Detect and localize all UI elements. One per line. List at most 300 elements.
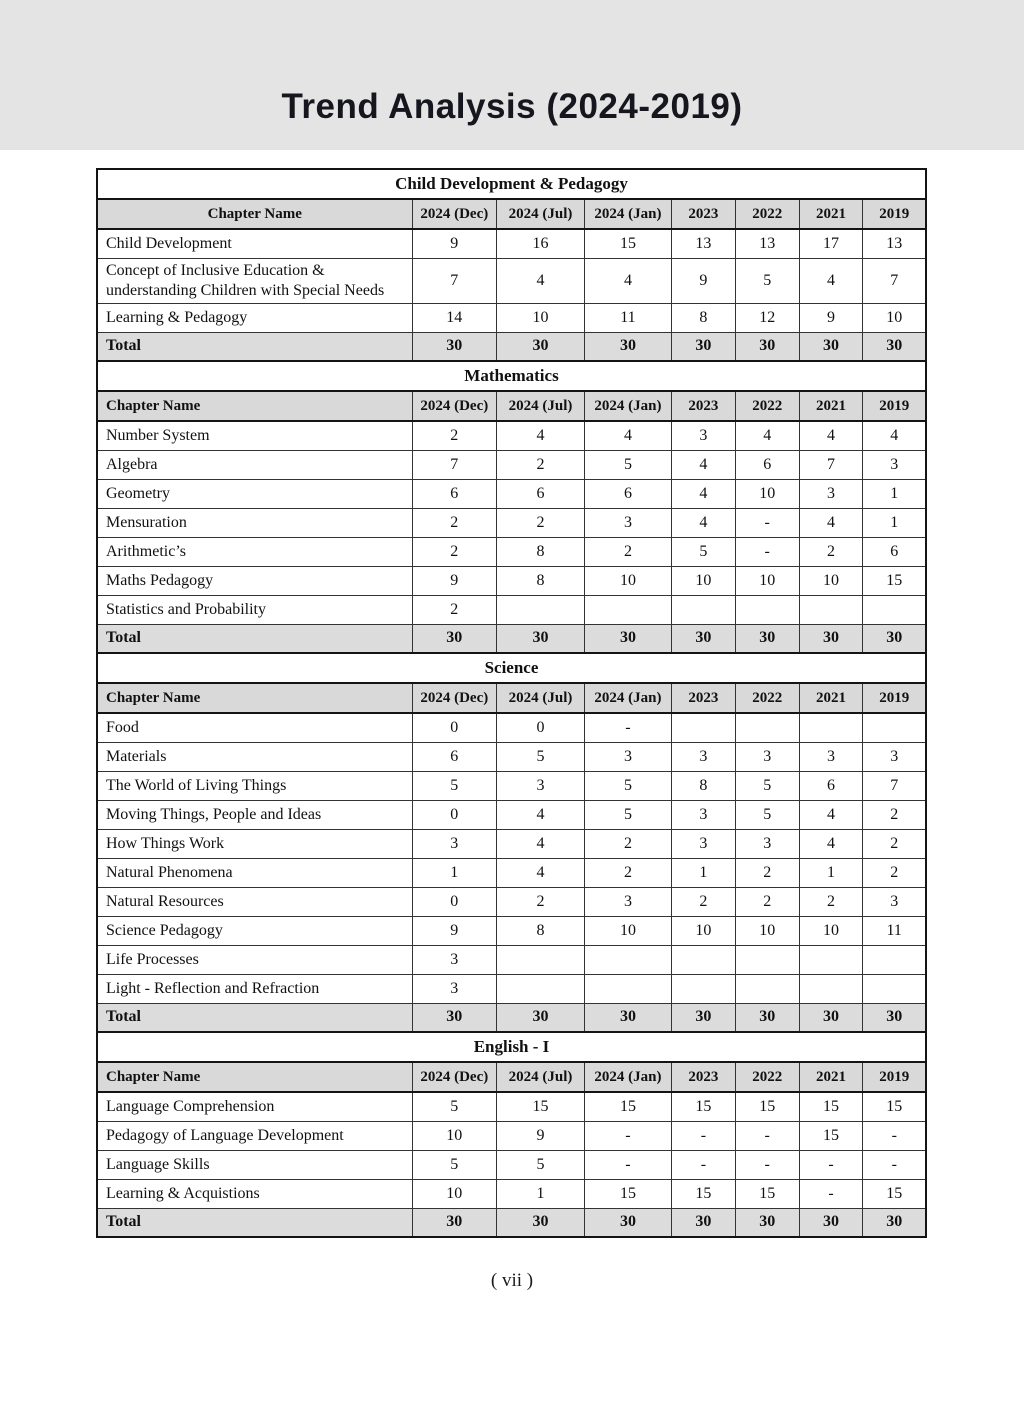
chapter-value: 6 — [412, 479, 497, 508]
chapter-value — [863, 595, 926, 624]
title-band — [0, 0, 1024, 150]
chapter-row — [97, 887, 926, 916]
chapter-value: 2 — [584, 829, 671, 858]
chapter-value: 9 — [412, 916, 497, 945]
chapter-name: Language Skills — [97, 1150, 412, 1179]
chapter-name: Learning & Acquistions — [97, 1179, 412, 1208]
chapter-value — [671, 945, 735, 974]
chapter-value: 1 — [799, 858, 863, 887]
chapter-name: Natural Resources — [97, 887, 412, 916]
chapter-value: 1 — [412, 858, 497, 887]
chapter-value: 6 — [412, 742, 497, 771]
chapter-value: 5 — [584, 800, 671, 829]
column-header: 2019 — [863, 199, 926, 229]
chapter-value: 2 — [735, 858, 799, 887]
chapter-row — [97, 229, 926, 258]
chapter-value: 4 — [799, 258, 863, 303]
column-header: Chapter Name — [97, 391, 412, 421]
chapter-value: 7 — [412, 450, 497, 479]
chapter-name: Language Comprehension — [97, 1092, 412, 1121]
chapter-value: 3 — [735, 829, 799, 858]
trend-table — [96, 168, 927, 1238]
chapter-value: - — [799, 1150, 863, 1179]
chapter-value — [863, 945, 926, 974]
chapter-value — [497, 974, 585, 1003]
chapter-value: 9 — [497, 1121, 585, 1150]
chapter-value: 15 — [671, 1092, 735, 1121]
chapter-value: 2 — [863, 800, 926, 829]
chapter-value: 7 — [799, 450, 863, 479]
section-title: Child Development & Pedagogy — [97, 169, 926, 199]
chapter-value: 8 — [497, 537, 585, 566]
chapter-value: 8 — [671, 771, 735, 800]
chapter-value: 15 — [863, 566, 926, 595]
trend-table-body — [97, 169, 926, 1237]
column-header: 2021 — [799, 683, 863, 713]
chapter-value: 3 — [584, 742, 671, 771]
chapter-value: 4 — [584, 258, 671, 303]
chapter-value: 15 — [863, 1092, 926, 1121]
chapter-name: Natural Phenomena — [97, 858, 412, 887]
chapter-row — [97, 742, 926, 771]
chapter-name: Food — [97, 713, 412, 742]
chapter-value: 1 — [497, 1179, 585, 1208]
chapter-value: 1 — [863, 508, 926, 537]
column-header: 2023 — [671, 199, 735, 229]
column-header: 2019 — [863, 1062, 926, 1092]
chapter-value: 17 — [799, 229, 863, 258]
chapter-value: - — [735, 508, 799, 537]
chapter-value: 3 — [671, 742, 735, 771]
chapter-value: 4 — [799, 829, 863, 858]
total-value: 30 — [735, 1208, 799, 1237]
chapter-value: 10 — [412, 1179, 497, 1208]
chapter-name: Materials — [97, 742, 412, 771]
column-header: Chapter Name — [97, 683, 412, 713]
chapter-value: 9 — [671, 258, 735, 303]
chapter-row — [97, 713, 926, 742]
chapter-value: 4 — [799, 421, 863, 450]
chapter-name: Moving Things, People and Ideas — [97, 800, 412, 829]
chapter-value: 2 — [412, 421, 497, 450]
chapter-row — [97, 421, 926, 450]
total-value: 30 — [497, 332, 585, 361]
section-row — [97, 361, 926, 391]
chapter-value: 8 — [497, 566, 585, 595]
chapter-value: 0 — [412, 713, 497, 742]
chapter-value: 15 — [863, 1179, 926, 1208]
chapter-value — [497, 595, 585, 624]
chapter-value: 10 — [799, 916, 863, 945]
chapter-value: 4 — [799, 508, 863, 537]
chapter-value: 2 — [497, 450, 585, 479]
chapter-name: Number System — [97, 421, 412, 450]
chapter-value: 15 — [735, 1179, 799, 1208]
chapter-value: 16 — [497, 229, 585, 258]
chapter-value: - — [584, 1121, 671, 1150]
chapter-value: 11 — [863, 916, 926, 945]
chapter-value: 2 — [799, 887, 863, 916]
chapter-name: Mensuration — [97, 508, 412, 537]
chapter-row — [97, 1150, 926, 1179]
chapter-value: 15 — [584, 1092, 671, 1121]
chapter-value: 3 — [735, 742, 799, 771]
chapter-value — [584, 945, 671, 974]
chapter-value: - — [799, 1179, 863, 1208]
chapter-value: 1 — [671, 858, 735, 887]
chapter-value: 5 — [671, 537, 735, 566]
chapter-value: 2 — [412, 537, 497, 566]
total-row — [97, 624, 926, 653]
chapter-value: 3 — [863, 887, 926, 916]
chapter-value: 7 — [412, 258, 497, 303]
column-header: 2022 — [735, 683, 799, 713]
chapter-value: 3 — [412, 945, 497, 974]
total-value: 30 — [799, 624, 863, 653]
column-header: 2024 (Jan) — [584, 199, 671, 229]
chapter-value — [735, 595, 799, 624]
chapter-value: 5 — [735, 800, 799, 829]
chapter-row — [97, 974, 926, 1003]
chapter-value — [584, 974, 671, 1003]
total-value: 30 — [671, 1208, 735, 1237]
chapter-value: 5 — [735, 771, 799, 800]
section-title: Mathematics — [97, 361, 926, 391]
total-value: 30 — [799, 1208, 863, 1237]
total-value: 30 — [863, 1208, 926, 1237]
chapter-value: 10 — [735, 916, 799, 945]
chapter-row — [97, 303, 926, 332]
total-value: 30 — [412, 332, 497, 361]
total-value: 30 — [584, 1003, 671, 1032]
column-header: 2019 — [863, 391, 926, 421]
column-header: 2024 (Dec) — [412, 683, 497, 713]
column-header: 2022 — [735, 1062, 799, 1092]
chapter-value: 15 — [671, 1179, 735, 1208]
chapter-name: Learning & Pedagogy — [97, 303, 412, 332]
chapter-value: 3 — [799, 742, 863, 771]
total-value: 30 — [584, 1208, 671, 1237]
chapter-value: - — [735, 537, 799, 566]
chapter-value: 5 — [584, 450, 671, 479]
column-header: 2024 (Dec) — [412, 391, 497, 421]
column-header-row — [97, 199, 926, 229]
chapter-row — [97, 1179, 926, 1208]
chapter-value: 7 — [863, 258, 926, 303]
chapter-row — [97, 258, 926, 303]
chapter-value: 13 — [863, 229, 926, 258]
total-value: 30 — [735, 1003, 799, 1032]
chapter-value: 4 — [671, 450, 735, 479]
total-label: Total — [97, 624, 412, 653]
chapter-value — [671, 974, 735, 1003]
chapter-value: 2 — [412, 595, 497, 624]
chapter-value: 6 — [584, 479, 671, 508]
chapter-value: 15 — [735, 1092, 799, 1121]
chapter-value: 1 — [863, 479, 926, 508]
chapter-row — [97, 1092, 926, 1121]
chapter-value: 5 — [497, 742, 585, 771]
total-value: 30 — [735, 332, 799, 361]
chapter-value: 6 — [497, 479, 585, 508]
column-header: 2024 (Jul) — [497, 683, 585, 713]
chapter-value: 10 — [735, 566, 799, 595]
chapter-row — [97, 508, 926, 537]
chapter-name: Child Development — [97, 229, 412, 258]
chapter-value: 2 — [863, 858, 926, 887]
chapter-value: 13 — [735, 229, 799, 258]
chapter-value: - — [671, 1121, 735, 1150]
chapter-value — [735, 945, 799, 974]
chapter-value: 2 — [799, 537, 863, 566]
chapter-value: 4 — [671, 479, 735, 508]
chapter-value: - — [671, 1150, 735, 1179]
chapter-value: 10 — [735, 479, 799, 508]
chapter-value: 2 — [497, 508, 585, 537]
column-header: 2024 (Jan) — [584, 391, 671, 421]
chapter-value: 6 — [799, 771, 863, 800]
chapter-value: 14 — [412, 303, 497, 332]
chapter-value: 10 — [863, 303, 926, 332]
total-value: 30 — [412, 1208, 497, 1237]
section-row — [97, 169, 926, 199]
chapter-value: 10 — [497, 303, 585, 332]
chapter-value: 4 — [584, 421, 671, 450]
total-value: 30 — [863, 332, 926, 361]
column-header: 2024 (Dec) — [412, 1062, 497, 1092]
chapter-row — [97, 595, 926, 624]
total-value: 30 — [412, 1003, 497, 1032]
section-row — [97, 653, 926, 683]
chapter-value: 4 — [735, 421, 799, 450]
column-header: 2019 — [863, 683, 926, 713]
chapter-value: 15 — [497, 1092, 585, 1121]
chapter-value: 2 — [863, 829, 926, 858]
total-row — [97, 1003, 926, 1032]
total-value: 30 — [671, 1003, 735, 1032]
chapter-value — [671, 713, 735, 742]
total-value: 30 — [799, 332, 863, 361]
total-value: 30 — [412, 624, 497, 653]
chapter-name: Maths Pedagogy — [97, 566, 412, 595]
chapter-value: 5 — [497, 1150, 585, 1179]
chapter-value: 10 — [584, 916, 671, 945]
chapter-value — [863, 713, 926, 742]
chapter-value: 3 — [863, 742, 926, 771]
chapter-value: - — [584, 713, 671, 742]
chapter-value: 3 — [799, 479, 863, 508]
chapter-value: 15 — [799, 1121, 863, 1150]
total-value: 30 — [863, 624, 926, 653]
chapter-value: 4 — [497, 258, 585, 303]
chapter-row — [97, 945, 926, 974]
chapter-value: - — [584, 1150, 671, 1179]
chapter-name: Arithmetic’s — [97, 537, 412, 566]
column-header: 2024 (Dec) — [412, 199, 497, 229]
chapter-value: 4 — [863, 421, 926, 450]
chapter-value: 9 — [412, 566, 497, 595]
chapter-value: 4 — [497, 858, 585, 887]
column-header: 2023 — [671, 1062, 735, 1092]
column-header: 2021 — [799, 391, 863, 421]
chapter-value — [799, 595, 863, 624]
chapter-value: 4 — [799, 800, 863, 829]
chapter-value — [735, 713, 799, 742]
chapter-row — [97, 771, 926, 800]
chapter-value: 2 — [412, 508, 497, 537]
chapter-value: 4 — [497, 829, 585, 858]
chapter-value — [497, 945, 585, 974]
chapter-value: 15 — [584, 1179, 671, 1208]
section-title: English - I — [97, 1032, 926, 1062]
chapter-name: How Things Work — [97, 829, 412, 858]
chapter-name: Light - Reflection and Refraction — [97, 974, 412, 1003]
total-label: Total — [97, 332, 412, 361]
chapter-name: Life Processes — [97, 945, 412, 974]
total-label: Total — [97, 1208, 412, 1237]
total-value: 30 — [671, 332, 735, 361]
total-row — [97, 332, 926, 361]
chapter-name: The World of Living Things — [97, 771, 412, 800]
chapter-row — [97, 1121, 926, 1150]
chapter-row — [97, 450, 926, 479]
column-header: Chapter Name — [97, 199, 412, 229]
chapter-value: 5 — [412, 1150, 497, 1179]
page-title: Trend Analysis (2024-2019) — [281, 87, 743, 126]
column-header-row — [97, 683, 926, 713]
total-value: 30 — [497, 624, 585, 653]
chapter-value: 7 — [863, 771, 926, 800]
chapter-value: 5 — [735, 258, 799, 303]
chapter-name: Geometry — [97, 479, 412, 508]
chapter-name: Concept of Inclusive Education & understanding Children with Special Needs — [97, 258, 412, 303]
total-value: 30 — [497, 1003, 585, 1032]
chapter-value — [671, 595, 735, 624]
chapter-name: Algebra — [97, 450, 412, 479]
chapter-value: 10 — [671, 916, 735, 945]
chapter-row — [97, 858, 926, 887]
column-header: 2023 — [671, 683, 735, 713]
chapter-value — [863, 974, 926, 1003]
chapter-value: 2 — [671, 887, 735, 916]
chapter-value: 13 — [671, 229, 735, 258]
chapter-value: 3 — [497, 771, 585, 800]
chapter-row — [97, 537, 926, 566]
column-header: 2024 (Jul) — [497, 391, 585, 421]
chapter-value: 10 — [584, 566, 671, 595]
chapter-value: 8 — [671, 303, 735, 332]
chapter-value: 5 — [584, 771, 671, 800]
chapter-value: 3 — [584, 887, 671, 916]
section-title: Science — [97, 653, 926, 683]
chapter-value: 4 — [497, 800, 585, 829]
section-row — [97, 1032, 926, 1062]
total-value: 30 — [497, 1208, 585, 1237]
column-header-row — [97, 391, 926, 421]
chapter-value: 9 — [412, 229, 497, 258]
chapter-value: 15 — [584, 229, 671, 258]
chapter-value: 2 — [584, 858, 671, 887]
chapter-value: 0 — [497, 713, 585, 742]
chapter-value: 0 — [412, 800, 497, 829]
column-header: 2022 — [735, 391, 799, 421]
column-header: 2024 (Jan) — [584, 1062, 671, 1092]
chapter-value: 10 — [671, 566, 735, 595]
column-header: 2023 — [671, 391, 735, 421]
column-header: 2022 — [735, 199, 799, 229]
chapter-value: - — [863, 1150, 926, 1179]
column-header: 2024 (Jul) — [497, 199, 585, 229]
chapter-value: - — [735, 1150, 799, 1179]
chapter-row — [97, 800, 926, 829]
chapter-value: 15 — [799, 1092, 863, 1121]
trend-analysis-tables — [96, 168, 927, 1238]
total-value: 30 — [863, 1003, 926, 1032]
total-value: 30 — [584, 624, 671, 653]
chapter-value: 3 — [863, 450, 926, 479]
total-row — [97, 1208, 926, 1237]
chapter-value: 0 — [412, 887, 497, 916]
chapter-value: 5 — [412, 771, 497, 800]
column-header: 2024 (Jul) — [497, 1062, 585, 1092]
chapter-value: 8 — [497, 916, 585, 945]
chapter-value — [799, 974, 863, 1003]
column-header-row — [97, 1062, 926, 1092]
chapter-row — [97, 479, 926, 508]
chapter-value: 3 — [412, 829, 497, 858]
chapter-row — [97, 916, 926, 945]
total-value: 30 — [799, 1003, 863, 1032]
chapter-value: 3 — [671, 421, 735, 450]
chapter-row — [97, 566, 926, 595]
chapter-value: 4 — [671, 508, 735, 537]
column-header: 2021 — [799, 1062, 863, 1092]
chapter-name: Statistics and Probability — [97, 595, 412, 624]
chapter-value: - — [735, 1121, 799, 1150]
chapter-value — [735, 974, 799, 1003]
chapter-value: 3 — [584, 508, 671, 537]
chapter-row — [97, 829, 926, 858]
total-value: 30 — [584, 332, 671, 361]
chapter-value: 10 — [412, 1121, 497, 1150]
chapter-value — [799, 713, 863, 742]
chapter-value: 11 — [584, 303, 671, 332]
chapter-value: 3 — [671, 829, 735, 858]
total-value: 30 — [735, 624, 799, 653]
column-header: Chapter Name — [97, 1062, 412, 1092]
chapter-value — [799, 945, 863, 974]
total-label: Total — [97, 1003, 412, 1032]
chapter-value: 12 — [735, 303, 799, 332]
chapter-value: 5 — [412, 1092, 497, 1121]
chapter-value: - — [863, 1121, 926, 1150]
chapter-value: 9 — [799, 303, 863, 332]
chapter-value: 3 — [412, 974, 497, 1003]
chapter-value: 10 — [799, 566, 863, 595]
chapter-value: 3 — [671, 800, 735, 829]
chapter-name: Pedagogy of Language Development — [97, 1121, 412, 1150]
chapter-value: 2 — [497, 887, 585, 916]
chapter-value: 6 — [735, 450, 799, 479]
chapter-value: 6 — [863, 537, 926, 566]
total-value: 30 — [671, 624, 735, 653]
chapter-value: 4 — [497, 421, 585, 450]
page-number: ( vii ) — [490, 1270, 534, 1291]
chapter-value: 2 — [735, 887, 799, 916]
column-header: 2021 — [799, 199, 863, 229]
column-header: 2024 (Jan) — [584, 683, 671, 713]
chapter-name: Science Pedagogy — [97, 916, 412, 945]
